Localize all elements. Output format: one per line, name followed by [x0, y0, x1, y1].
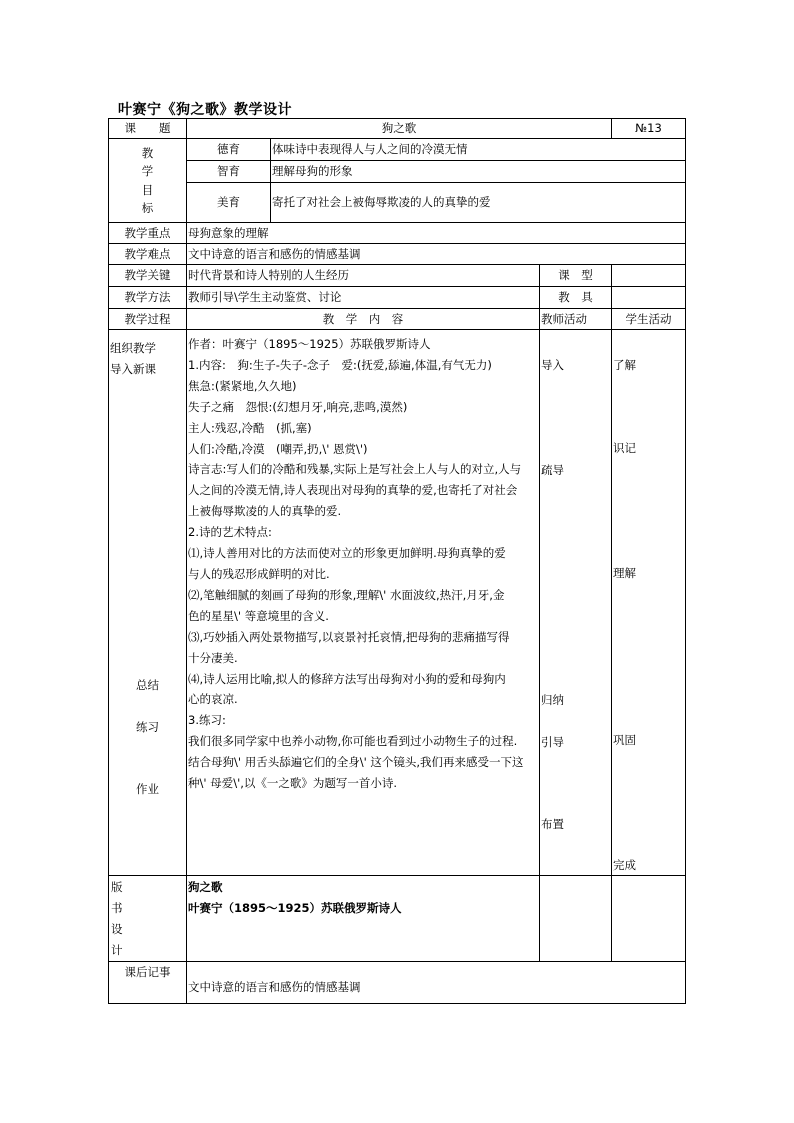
teacher-activity: 布置 — [541, 817, 564, 832]
difficulty-row — [109, 244, 686, 265]
teacher-activity: 疏导 — [541, 462, 564, 477]
process-label: 教学过程 — [109, 309, 187, 330]
tools-label: 教 具 — [540, 287, 612, 309]
student-header: 学生活动 — [612, 309, 686, 330]
objective-content: 体味诗中表现得人与人之间的冷漠无情 — [271, 139, 686, 161]
content-line: 我们很多同学家中也养小动物,你可能也看到过小动物生子的过程. — [188, 734, 518, 749]
notes-value: 文中诗意的语言和感伤的情感基调 — [187, 962, 686, 1004]
key-row — [109, 265, 686, 287]
objective-type: 德育 — [187, 139, 271, 161]
key-point-value: 母狗意象的理解 — [187, 223, 686, 244]
step-label: 导入新课 — [110, 361, 156, 376]
content-line: 色的星星\' 等意境里的含义. — [188, 608, 329, 623]
content-line: 种\' 母爱\',以《一之歌》为题写一首小诗. — [188, 776, 398, 791]
objectives-label: 教 学 目 标 — [109, 139, 187, 223]
process-steps — [109, 330, 187, 876]
board-line: 叶赛宁（1895～1925）苏联俄罗斯诗人 — [188, 901, 402, 916]
notes-row — [109, 962, 686, 1004]
content-line: 人之间的冷漠无情,诗人表现出对母狗的真挚的爱,也寄托了对社会 — [188, 483, 518, 498]
board-line: 狗之歌 — [188, 880, 223, 895]
key-point-label: 教学重点 — [109, 223, 187, 244]
content-line: 人们:冷酷,冷漠 (嘲弄,扔,\' 恩赏\') — [188, 441, 368, 456]
objective-row — [109, 183, 686, 223]
process-content — [187, 330, 540, 876]
student-activity: 识记 — [613, 440, 636, 455]
document-title: 叶赛宁《狗之歌》教学设计 — [118, 102, 292, 118]
content-header: 教 学 内 容 — [187, 309, 540, 330]
content-line: 1.内容: 狗:生子-失子-念子 爱:(抚爱,舔遍,体温,有气无力) — [188, 357, 492, 372]
content-line: 与人的残忍形成鲜明的对比. — [188, 566, 330, 581]
content-line: ⑷,诗人运用比喻,拟人的修辞方法写出母狗对小狗的爱和母狗内 — [188, 671, 506, 686]
step-label: 总结 — [136, 677, 159, 692]
content-line: 2.诗的艺术特点: — [188, 525, 272, 540]
notes-label: 课后记事 — [109, 962, 187, 1004]
teacher-activity: 引导 — [541, 734, 564, 749]
method-row — [109, 287, 686, 309]
teacher-activity: 归纳 — [541, 692, 564, 707]
type-label: 课 型 — [540, 265, 612, 287]
header-label: 课 题 — [109, 119, 187, 139]
key-value: 时代背景和诗人特别的人生经历 — [187, 265, 540, 287]
objective-type: 智育 — [187, 161, 271, 183]
student-activity: 巩固 — [613, 732, 636, 747]
process-row — [109, 330, 686, 876]
difficulty-label: 教学难点 — [109, 244, 187, 265]
header-row — [109, 119, 686, 139]
objective-content: 寄托了对社会上被侮辱欺凌的人的真挚的爱 — [271, 183, 686, 223]
content-line: 焦急:(紧紧地,久久地) — [188, 378, 297, 393]
method-value: 教师引导\学生主动鉴赏、讨论 — [187, 287, 540, 309]
content-line: 主人:残忍,冷酷 (抓,塞) — [188, 420, 312, 435]
board-label: 版 书 设 计 — [109, 876, 187, 962]
step-label: 练习 — [136, 719, 159, 734]
step-label: 作业 — [136, 782, 159, 797]
key-point-row — [109, 223, 686, 244]
lesson-plan-table — [108, 118, 686, 1004]
board-student-cell — [612, 876, 686, 962]
course-title: 狗之歌 — [187, 119, 612, 139]
teacher-activities — [540, 330, 612, 876]
objective-row — [109, 139, 686, 161]
student-activities — [612, 330, 686, 876]
key-label: 教学关键 — [109, 265, 187, 287]
content-line: 结合母狗\' 用舌头舔遍它们的全身\' 这个镜头,我们再来感受一下这 — [188, 755, 524, 770]
content-line: 十分凄美. — [188, 650, 238, 665]
student-activity: 完成 — [613, 857, 636, 872]
content-line: 上被侮辱欺凌的人的真挚的爱. — [188, 504, 342, 519]
board-teacher-cell — [540, 876, 612, 962]
tools-value — [612, 287, 686, 309]
process-header-row — [109, 309, 686, 330]
student-activity: 了解 — [613, 357, 636, 372]
content-line: ⑵,笔触细腻的刻画了母狗的形象,理解\' 水面波纹,热汗,月牙,金 — [188, 587, 505, 602]
content-line: 心的哀凉. — [188, 692, 238, 707]
content-line: 失子之痛 怨恨:(幻想月牙,响亮,悲鸣,漠然) — [188, 399, 408, 414]
student-activity: 理解 — [613, 565, 636, 580]
content-line: 诗言志:写人们的冷酷和残暴,实际上是写社会上人与人的对立,人与 — [188, 462, 522, 477]
content-line: 作者：叶赛宁（1895～1925）苏联俄罗斯诗人 — [188, 337, 431, 351]
content-line: 3.练习: — [188, 713, 226, 728]
method-label: 教学方法 — [109, 287, 187, 309]
teacher-header: 教师活动 — [540, 309, 612, 330]
teacher-activity: 导入 — [541, 357, 564, 372]
step-label: 组织教学 — [110, 341, 156, 355]
type-value — [612, 265, 686, 287]
objective-type: 美育 — [187, 183, 271, 223]
content-line: ⑴,诗人善用对比的方法而使对立的形象更加鲜明.母狗真挚的爱 — [188, 546, 506, 561]
board-content — [187, 876, 540, 962]
board-row — [109, 876, 686, 962]
content-line: ⑶,巧妙插入两处景物描写,以哀景衬托哀情,把母狗的悲痛描写得 — [188, 629, 510, 644]
objective-row — [109, 161, 686, 183]
objective-content: 理解母狗的形象 — [271, 161, 686, 183]
difficulty-value: 文中诗意的语言和感伤的情感基调 — [187, 244, 686, 265]
course-number: №13 — [612, 119, 686, 139]
